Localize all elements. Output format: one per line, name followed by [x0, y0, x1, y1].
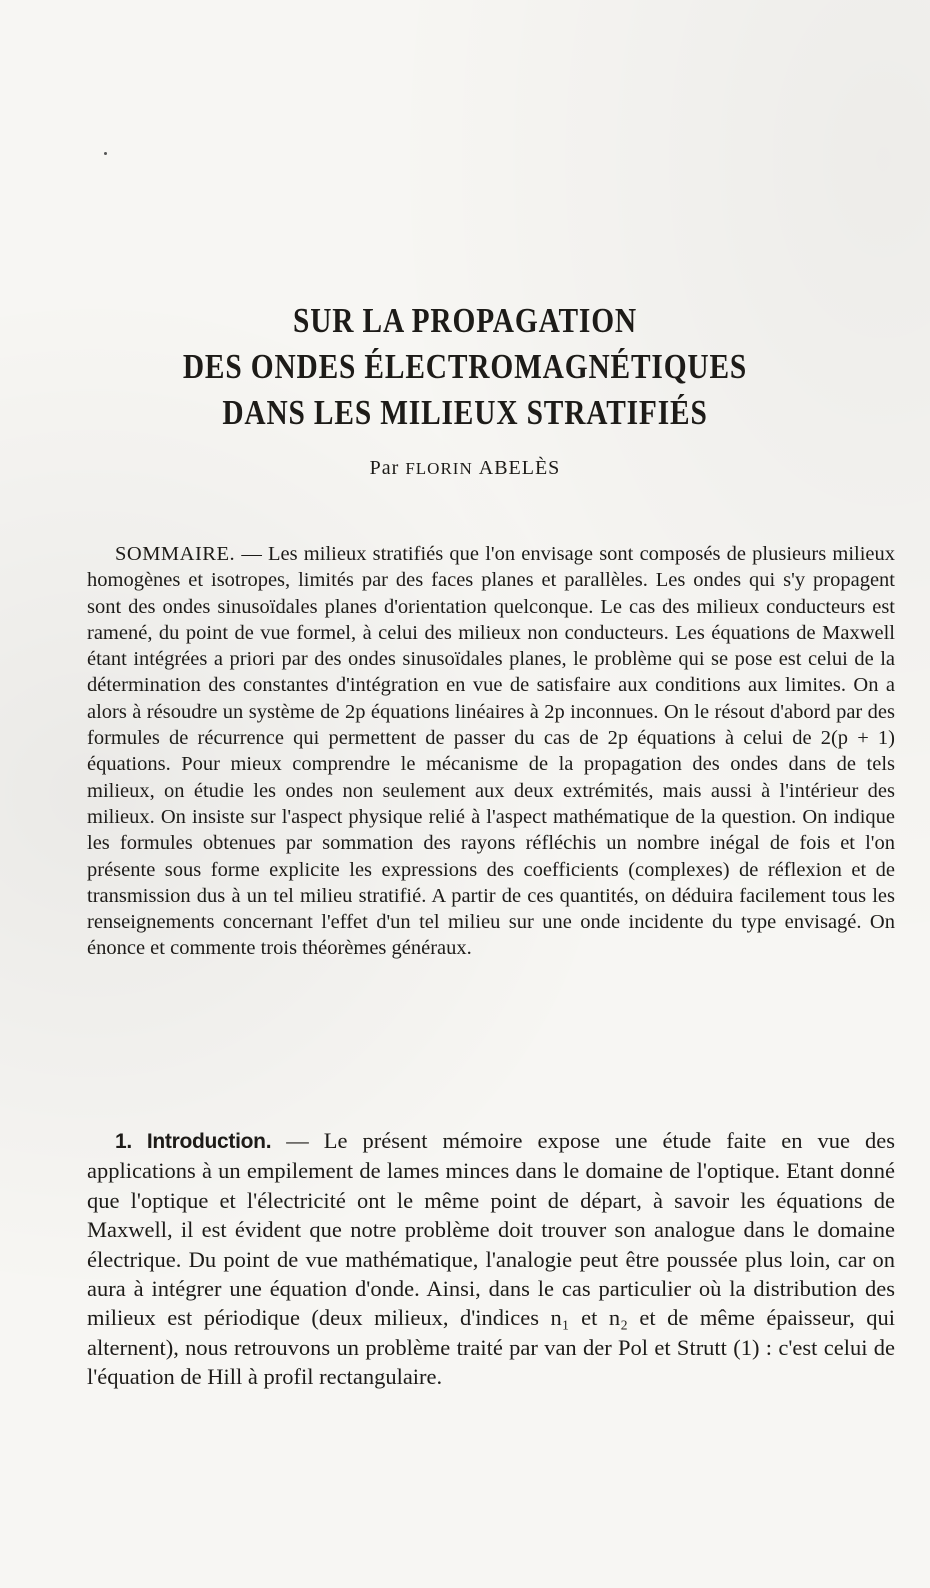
abstract [87, 541, 895, 962]
title-line-2: DES ONDES ÉLECTROMAGNÉTIQUES [182, 347, 748, 386]
title-line-1: SUR LA PROPAGATION [292, 301, 637, 340]
section-heading: 1. Introduction. [115, 1130, 272, 1153]
abstract-label: SOMMAIRE. [115, 543, 236, 565]
title-line-3: DANS LES MILIEUX STRATIFIÉS [222, 393, 708, 432]
introduction-text: — Le présent mémoire expose une étude faite en vue des applications à un empilement de lames minces dans le domaine de l'optique. Etant donné que l'optique et l'électricité ont le même point de départ, à savoir les équations de Maxwell, il est évident que notre problème doit trouver son analogue dans le domaine électrique. Du point de vue mathématique, l'analogie peut être poussée plus loin, car on aura à intégrer une équation d'onde. Ainsi, dans le cas particulier où la distribution des milieux est périodique (deux milieux, d'indices n₁ et n₂ et de même épaisseur, qui alternent), nous retrouvons un problème traité par van der Pol et Strutt (1) : c'est celui de l'équation de Hill à profil rectangulaire. [87, 1128, 895, 1390]
abstract-text: — Les milieux stratifiés que l'on envisage sont composés de plusieurs milieux homogènes et isotropes, limités par des faces planes et parallèles. Les ondes qui s'y propagent sont des ondes sinusoïdales planes d'orientation quelconque. Le cas des milieux conducteurs est ramené, du point de vue formel, à celui des milieux non conducteurs. Les équations de Maxwell étant intégrées a priori par des ondes sinusoïdales planes, le problème qui se pose est celui de la détermination des constantes d'intégration en vue de satisfaire aux conditions aux limites. On a alors à résoudre un système de 2p équations linéaires à 2p inconnues. On le résout d'abord par des formules de récurrence qui permettent de passer du cas de 2p équations à celui de 2(p + 1) équations. Pour mieux comprendre le mécanisme de la propagation des ondes dans de tels milieux, on étudie les ondes non seulement aux deux extrémités, mais aussi à l'intérieur des milieux. On insiste sur l'aspect physique relié à l'aspect mathématique de la question. On indique les formules obtenues par sommation des rayons réfléchis un nombre inégal de fois et l'on présente sous forme explicite les expressions des coefficients (complexes) de réflexion et de transmission dus à un tel milieu stratifié. A partir de ces quantités, on déduira facilement tous les renseignements concernant l'effet d'un tel milieu sur une onde incidente du type envisagé. On énonce et commente trois théorèmes généraux. [87, 543, 895, 960]
author-first-name: FLORIN [405, 459, 473, 478]
introduction-section [87, 1126, 895, 1392]
scan-speck [104, 152, 107, 155]
paper-title [0, 298, 930, 436]
author-last-name: ABELÈS [478, 457, 561, 479]
author-prefix: Par [369, 457, 400, 479]
author-line [0, 457, 930, 480]
